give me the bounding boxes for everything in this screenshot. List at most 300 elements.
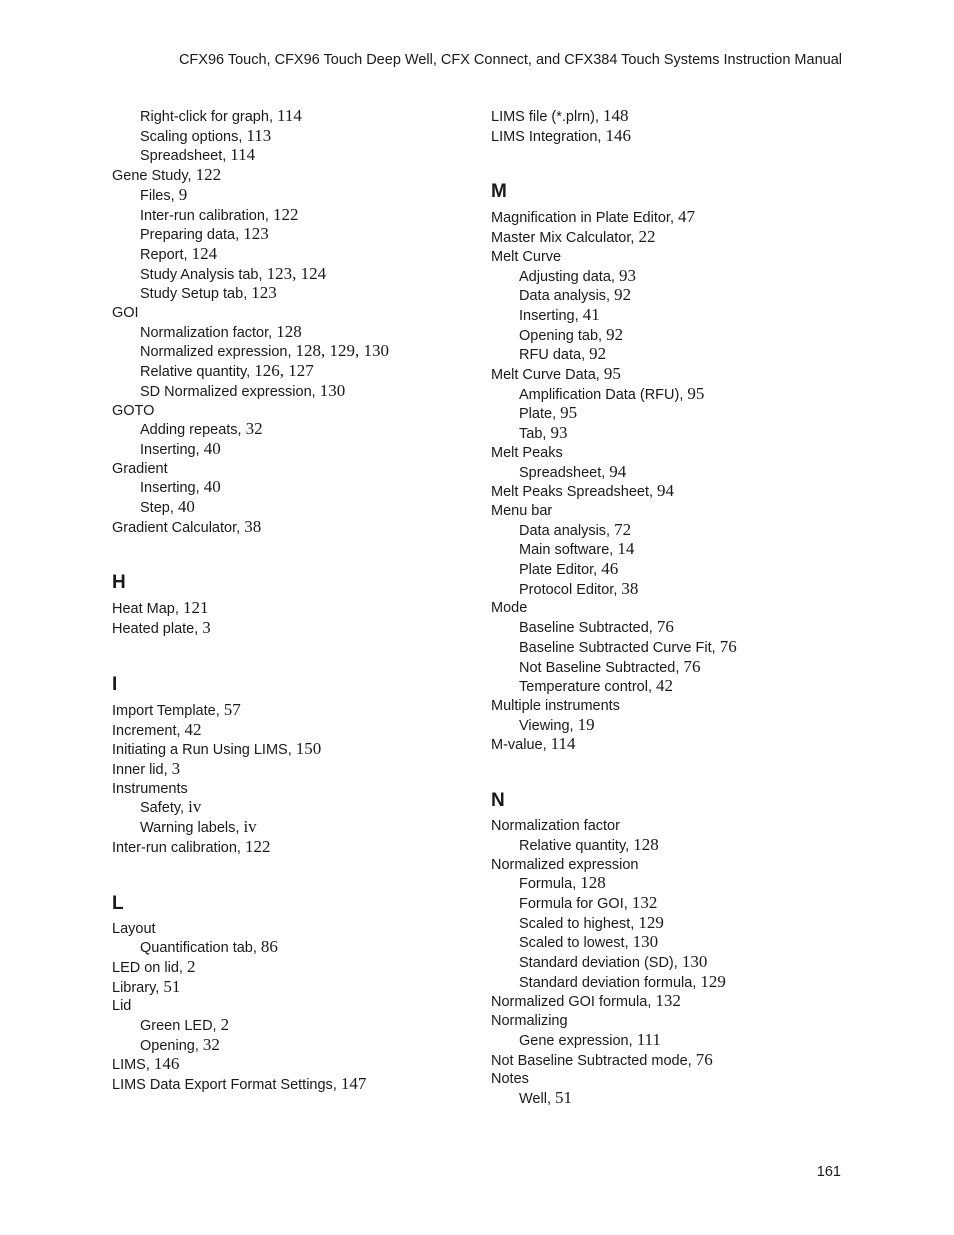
index-separator: , [552,406,561,423]
index-page-ref: 40 [177,497,195,517]
index-term: Normalization factor [140,324,269,341]
index-page-ref: 47 [678,207,695,227]
index-subentry [491,677,851,697]
index-term: Inner lid [112,761,164,778]
index-term: Plate Editor [519,562,594,579]
index-term: Step [140,500,170,517]
index-separator: , [597,128,606,145]
index-subentry [112,798,472,818]
index-separator: , [170,187,179,204]
index-term: GOTO [112,402,155,419]
index-entry [112,920,472,939]
index-page-ref: 46 [601,559,619,579]
index-term: Scaled to highest [519,915,631,932]
index-page-ref: 122 [272,204,299,224]
index-separator: , [669,210,678,227]
index-subentry [491,385,851,405]
index-entry [491,228,851,248]
index-entry [112,760,472,780]
index-entry [112,740,472,760]
index-separator: , [264,207,273,224]
index-separator: , [647,994,656,1011]
index-entry [491,482,851,502]
index-page-ref: 129 [638,912,664,932]
index-page-ref: 3 [171,758,181,778]
index-separator: , [624,935,633,952]
index-separator: , [235,820,244,837]
index-entry [112,304,472,323]
index-subentry [112,818,472,838]
index-separator: , [595,367,604,384]
index-subentry [491,580,851,600]
index-separator: , [581,347,590,364]
index-page-ref: 19 [577,714,595,734]
index-entry [112,701,472,721]
index-page-ref: 123, 124 [266,263,327,283]
index-subentry [491,658,851,678]
index-entry [491,1012,851,1031]
index-subentry [112,382,472,402]
index-page-ref: 14 [617,539,635,559]
index-page-ref: 129 [700,971,726,991]
index-page-ref: 57 [223,699,241,719]
index-page-ref: 72 [614,519,632,539]
index-term: Not Baseline Subtracted [519,659,676,676]
index-page-ref: 132 [655,991,681,1011]
index-subentry [491,1031,851,1051]
index-page-ref: 111 [636,1029,661,1049]
index-separator: , [574,307,583,324]
index-term: LED on lid [112,959,179,976]
index-term: Melt Peaks [491,444,563,461]
index-term: SD Normalized expression [140,383,312,400]
index-subentry [491,894,851,914]
index-page-ref: 2 [186,956,196,976]
index-entry [491,599,851,618]
index-term: Inter-run calibration [112,839,237,856]
index-page-ref: 94 [657,481,675,501]
index-term: Instruments [112,780,188,797]
index-entry [491,697,851,716]
section-letter-heading: I [112,673,118,695]
index-term: Gene Study [112,168,188,185]
index-separator: , [236,519,245,536]
index-separator: , [183,246,192,263]
index-term: Tab [519,426,543,443]
index-page-ref: 92 [589,344,607,364]
index-page-ref: 40 [203,477,221,497]
index-page-ref: 95 [687,383,705,403]
index-separator: , [630,230,639,247]
index-subentry [112,107,472,127]
index-separator: , [569,717,578,734]
index-entry [112,166,472,186]
index-subentry [491,345,851,365]
index-page-ref: 128 [276,321,302,341]
index-separator: , [572,876,581,893]
index-page-ref: 147 [340,1074,367,1094]
index-term: Import Template [112,702,216,719]
index-separator: , [258,266,267,283]
index-page-ref: 130 [681,952,708,972]
index-separator: , [215,702,224,719]
index-term: Data analysis [519,522,607,539]
index-term: Study Setup tab [140,286,244,303]
index-term: Inserting [140,441,196,458]
section-spacer [112,537,472,573]
index-separator: , [311,383,320,400]
index-term: Main software [519,542,610,559]
index-separator: , [675,659,684,676]
section-spacer [491,755,851,791]
index-term: Menu bar [491,502,553,519]
index-page-ref: 92 [614,285,632,305]
index-page-ref: 123 [243,224,269,244]
index-term: Safety [140,800,181,817]
index-separator: , [145,1057,154,1074]
index-subentry [491,267,851,287]
index-term: Files [140,187,171,204]
page-number: 161 [816,1164,841,1180]
running-header: CFX96 Touch, CFX96 Touch Deep Well, CFX Connect, and CFX384 Touch Systems Instruction Manual [178,52,842,68]
index-page-ref: 148 [603,106,629,125]
index-separator: , [692,974,701,991]
index-entry [112,619,472,639]
index-term: Well [519,1090,547,1107]
index-term: Baseline Subtracted [519,620,649,637]
index-term: Baseline Subtracted Curve Fit [519,639,712,656]
index-entry [491,208,851,228]
index-separator: , [243,286,252,303]
index-page-ref: 113 [246,125,272,145]
index-page-ref: 95 [603,364,621,384]
index-separator: , [609,542,618,559]
index-term: Gene expression [519,1032,629,1049]
index-subentry [112,127,472,147]
index-separator: , [287,344,296,361]
index-term: RFU data [519,347,582,364]
index-entry [112,1055,472,1075]
index-subentry [112,206,472,226]
index-separator: , [195,441,204,458]
index-subentry [112,186,472,206]
index-term: Inserting [519,307,575,324]
index-separator: , [630,915,639,932]
index-separator: , [546,1090,555,1107]
index-subentry [112,342,472,362]
index-subentry [491,933,851,953]
index-subentry [112,498,472,518]
index-page-ref: 51 [163,976,181,996]
index-page-ref: 40 [203,438,221,458]
index-subentry [491,618,851,638]
index-subentry [112,938,472,958]
index-term: Initiating a Run Using LIMS [112,742,288,759]
index-separator: , [625,837,634,854]
index-entry [491,992,851,1012]
index-page-ref: 86 [260,937,278,957]
index-subentry [491,560,851,580]
index-term: Lid [112,998,132,1015]
index-page-ref: 41 [582,304,600,324]
index-separator: , [180,800,189,817]
index-page-ref: 128 [580,873,606,893]
index-page-ref: 32 [245,419,263,439]
index-separator: , [711,639,720,656]
section-letter-heading: L [112,892,124,914]
index-page-ref: 51 [555,1087,572,1107]
index-entry [112,1075,472,1095]
index-term: Scaling options [140,128,239,145]
index-subentry [112,1016,472,1036]
section-spacer [491,146,851,182]
index-term: Normalizing [491,1013,568,1030]
index-term: Library [112,979,156,996]
index-term: Right-click for graph [140,109,269,125]
index-page-ref: 126, 127 [254,361,314,381]
index-separator: , [647,679,657,696]
index-separator: , [542,426,551,443]
index-term: Standard deviation (SD) [519,955,674,972]
index-page-ref: 93 [550,423,568,443]
index-entry [112,460,472,479]
index-separator: , [613,581,622,598]
index-page-ref: 22 [638,227,656,247]
index-separator: , [601,464,610,481]
index-separator: , [195,480,204,497]
index-term: Protocol Editor [519,581,614,598]
index-term: GOI [112,305,139,322]
index-subentry [491,521,851,541]
index-subentry [491,286,851,306]
index-separator: , [163,761,172,778]
index-page-ref: 3 [202,618,211,638]
index-separator: , [187,168,196,185]
index-page-ref: 76 [695,1049,713,1069]
index-subentry [491,874,851,894]
index-subentry [491,404,851,424]
index-subentry [491,914,851,934]
section-spacer [112,858,472,894]
index-entry [491,1051,851,1071]
index-term: Gradient [112,460,168,477]
index-page-ref: 114 [550,734,576,754]
index-term: LIMS [112,1057,146,1074]
index-separator: , [598,327,607,344]
index-page-ref: 94 [609,461,627,481]
index-separator: , [238,128,247,145]
index-entry [112,599,472,619]
index-term: Opening tab [519,327,599,344]
index-term: Adding repeats [140,422,238,439]
section-spacer [112,639,472,675]
index-term: Melt Curve Data [491,367,596,384]
index-page-ref: 42 [184,719,202,739]
index-page-ref: 32 [202,1034,220,1054]
index-separator: , [648,620,657,637]
index-term: Normalized expression [140,344,288,361]
index-entry [491,444,851,463]
index-term: Preparing data [140,227,236,244]
index-page-ref: 114 [277,106,302,125]
index-subentry [112,1036,472,1056]
index-separator: , [174,601,183,618]
index-page-ref: iv [243,817,257,837]
index-page-ref: 92 [606,324,624,344]
index-term: LIMS file (*.plrn) [491,109,595,125]
index-subentry [491,326,851,346]
index-separator: , [679,386,688,403]
index-separator: , [606,288,615,305]
index-term: Scaled to lowest [519,935,625,952]
index-term: Normalized expression [491,856,639,873]
index-subentry [491,306,851,326]
index-page-ref: 38 [244,516,262,536]
index-separator: , [268,109,277,125]
index-term: M-value [491,737,543,754]
index-term: Mode [491,600,528,617]
index-term: Gradient Calculator [112,519,237,536]
index-subentry [491,836,851,856]
index-entry [112,721,472,741]
index-term: Amplification Data (RFU) [519,386,680,403]
index-term: Multiple instruments [491,697,620,714]
section-letter-heading: M [491,181,507,203]
index-separator: , [155,979,164,996]
index-entry [491,735,851,755]
index-term: Data analysis [519,288,607,305]
index-page-ref: 95 [560,403,578,423]
index-subentry [491,463,851,483]
index-term: Master Mix Calculator [491,230,631,247]
index-term: Magnification in Plate Editor [491,210,670,227]
index-separator: , [332,1077,341,1094]
index-page-ref: 124 [191,243,218,263]
index-term: Heated plate [112,621,195,638]
index-separator: , [222,148,231,165]
index-separator: , [542,737,551,754]
index-term: Plate [519,406,553,423]
index-term: Relative quantity [140,364,247,381]
index-term: Normalization factor [491,818,620,835]
index-term: Melt Curve [491,248,562,265]
index-term: Relative quantity [519,837,626,854]
index-entry [491,856,851,875]
section-letter-heading: N [491,790,505,812]
index-subentry [491,540,851,560]
index-separator: , [623,895,632,912]
index-term: Melt Peaks Spreadsheet [491,484,649,501]
index-term: Spreadsheet [519,464,602,481]
index-separator: , [610,268,619,285]
index-term: Adjusting data [519,268,611,285]
index-separator: , [593,562,602,579]
index-column-right [491,107,851,1109]
index-page-ref: 9 [178,184,188,204]
index-subentry [112,362,472,382]
index-subentry [491,716,851,736]
index-entry [491,248,851,267]
index-subentry [112,245,472,265]
index-separator: , [687,1052,696,1069]
index-page-ref: 122 [244,836,271,856]
index-separator: , [673,955,682,972]
index-subentry [112,323,472,343]
index-separator: , [194,621,203,638]
index-entry [491,365,851,385]
index-subentry [491,638,851,658]
index-term: Heat Map [112,601,175,618]
index-term: Quantification tab [140,940,253,957]
index-term: Green LED [140,1018,213,1035]
index-separator: , [237,422,246,439]
index-entry [491,107,851,127]
index-separator: , [252,940,261,957]
index-term: Viewing [519,717,570,734]
index-page-ref: 42 [656,676,674,696]
index-separator: , [169,500,178,517]
index-subentry [491,953,851,973]
index-separator: , [606,522,615,539]
index-term: Normalized GOI formula [491,994,648,1011]
index-page-ref: 130 [319,380,346,400]
index-separator: , [628,1032,637,1049]
index-separator: , [194,1037,203,1054]
index-entry [491,502,851,521]
index-separator: , [212,1018,221,1035]
index-term: Formula [519,876,573,893]
index-page-ref: 130 [632,932,659,952]
index-column-left [112,107,472,1095]
index-page-ref: 146 [153,1054,180,1074]
index-term: Notes [491,1071,529,1088]
index-term: Opening [140,1037,195,1054]
index-term: Formula for GOI [519,895,624,912]
index-term: Warning labels [140,820,236,837]
index-entry [112,958,472,978]
index-separator: , [236,839,245,856]
index-term: Increment [112,722,177,739]
index-term: Not Baseline Subtracted mode [491,1052,688,1069]
index-page-ref: 123 [251,283,277,303]
index-term: LIMS Data Export Format Settings [112,1077,333,1094]
index-page-ref: 2 [220,1015,230,1035]
index-page-ref: 76 [719,636,737,656]
index-page-ref: 38 [621,578,639,598]
index-term: Spreadsheet [140,148,223,165]
index-term: Study Analysis tab [140,266,259,283]
section-letter-heading: H [112,572,126,594]
index-subentry [112,478,472,498]
index-entry [491,127,851,147]
index-separator: , [178,959,187,976]
index-term: Inserting [140,480,196,497]
index-entry [112,838,472,858]
index-page-ref: 76 [683,656,701,676]
index-page-ref: 93 [618,265,636,285]
index-subentry [491,424,851,444]
index-page-ref: 114 [230,145,256,165]
index-page-ref: 132 [631,892,658,912]
index-subentry [112,146,472,166]
index-page-ref: 128 [633,834,659,854]
index-subentry [112,440,472,460]
index-subentry [112,420,472,440]
index-subentry [112,225,472,245]
index-page-ref: 146 [605,125,631,145]
index-entry [491,817,851,836]
index-page-ref: 76 [656,617,674,637]
